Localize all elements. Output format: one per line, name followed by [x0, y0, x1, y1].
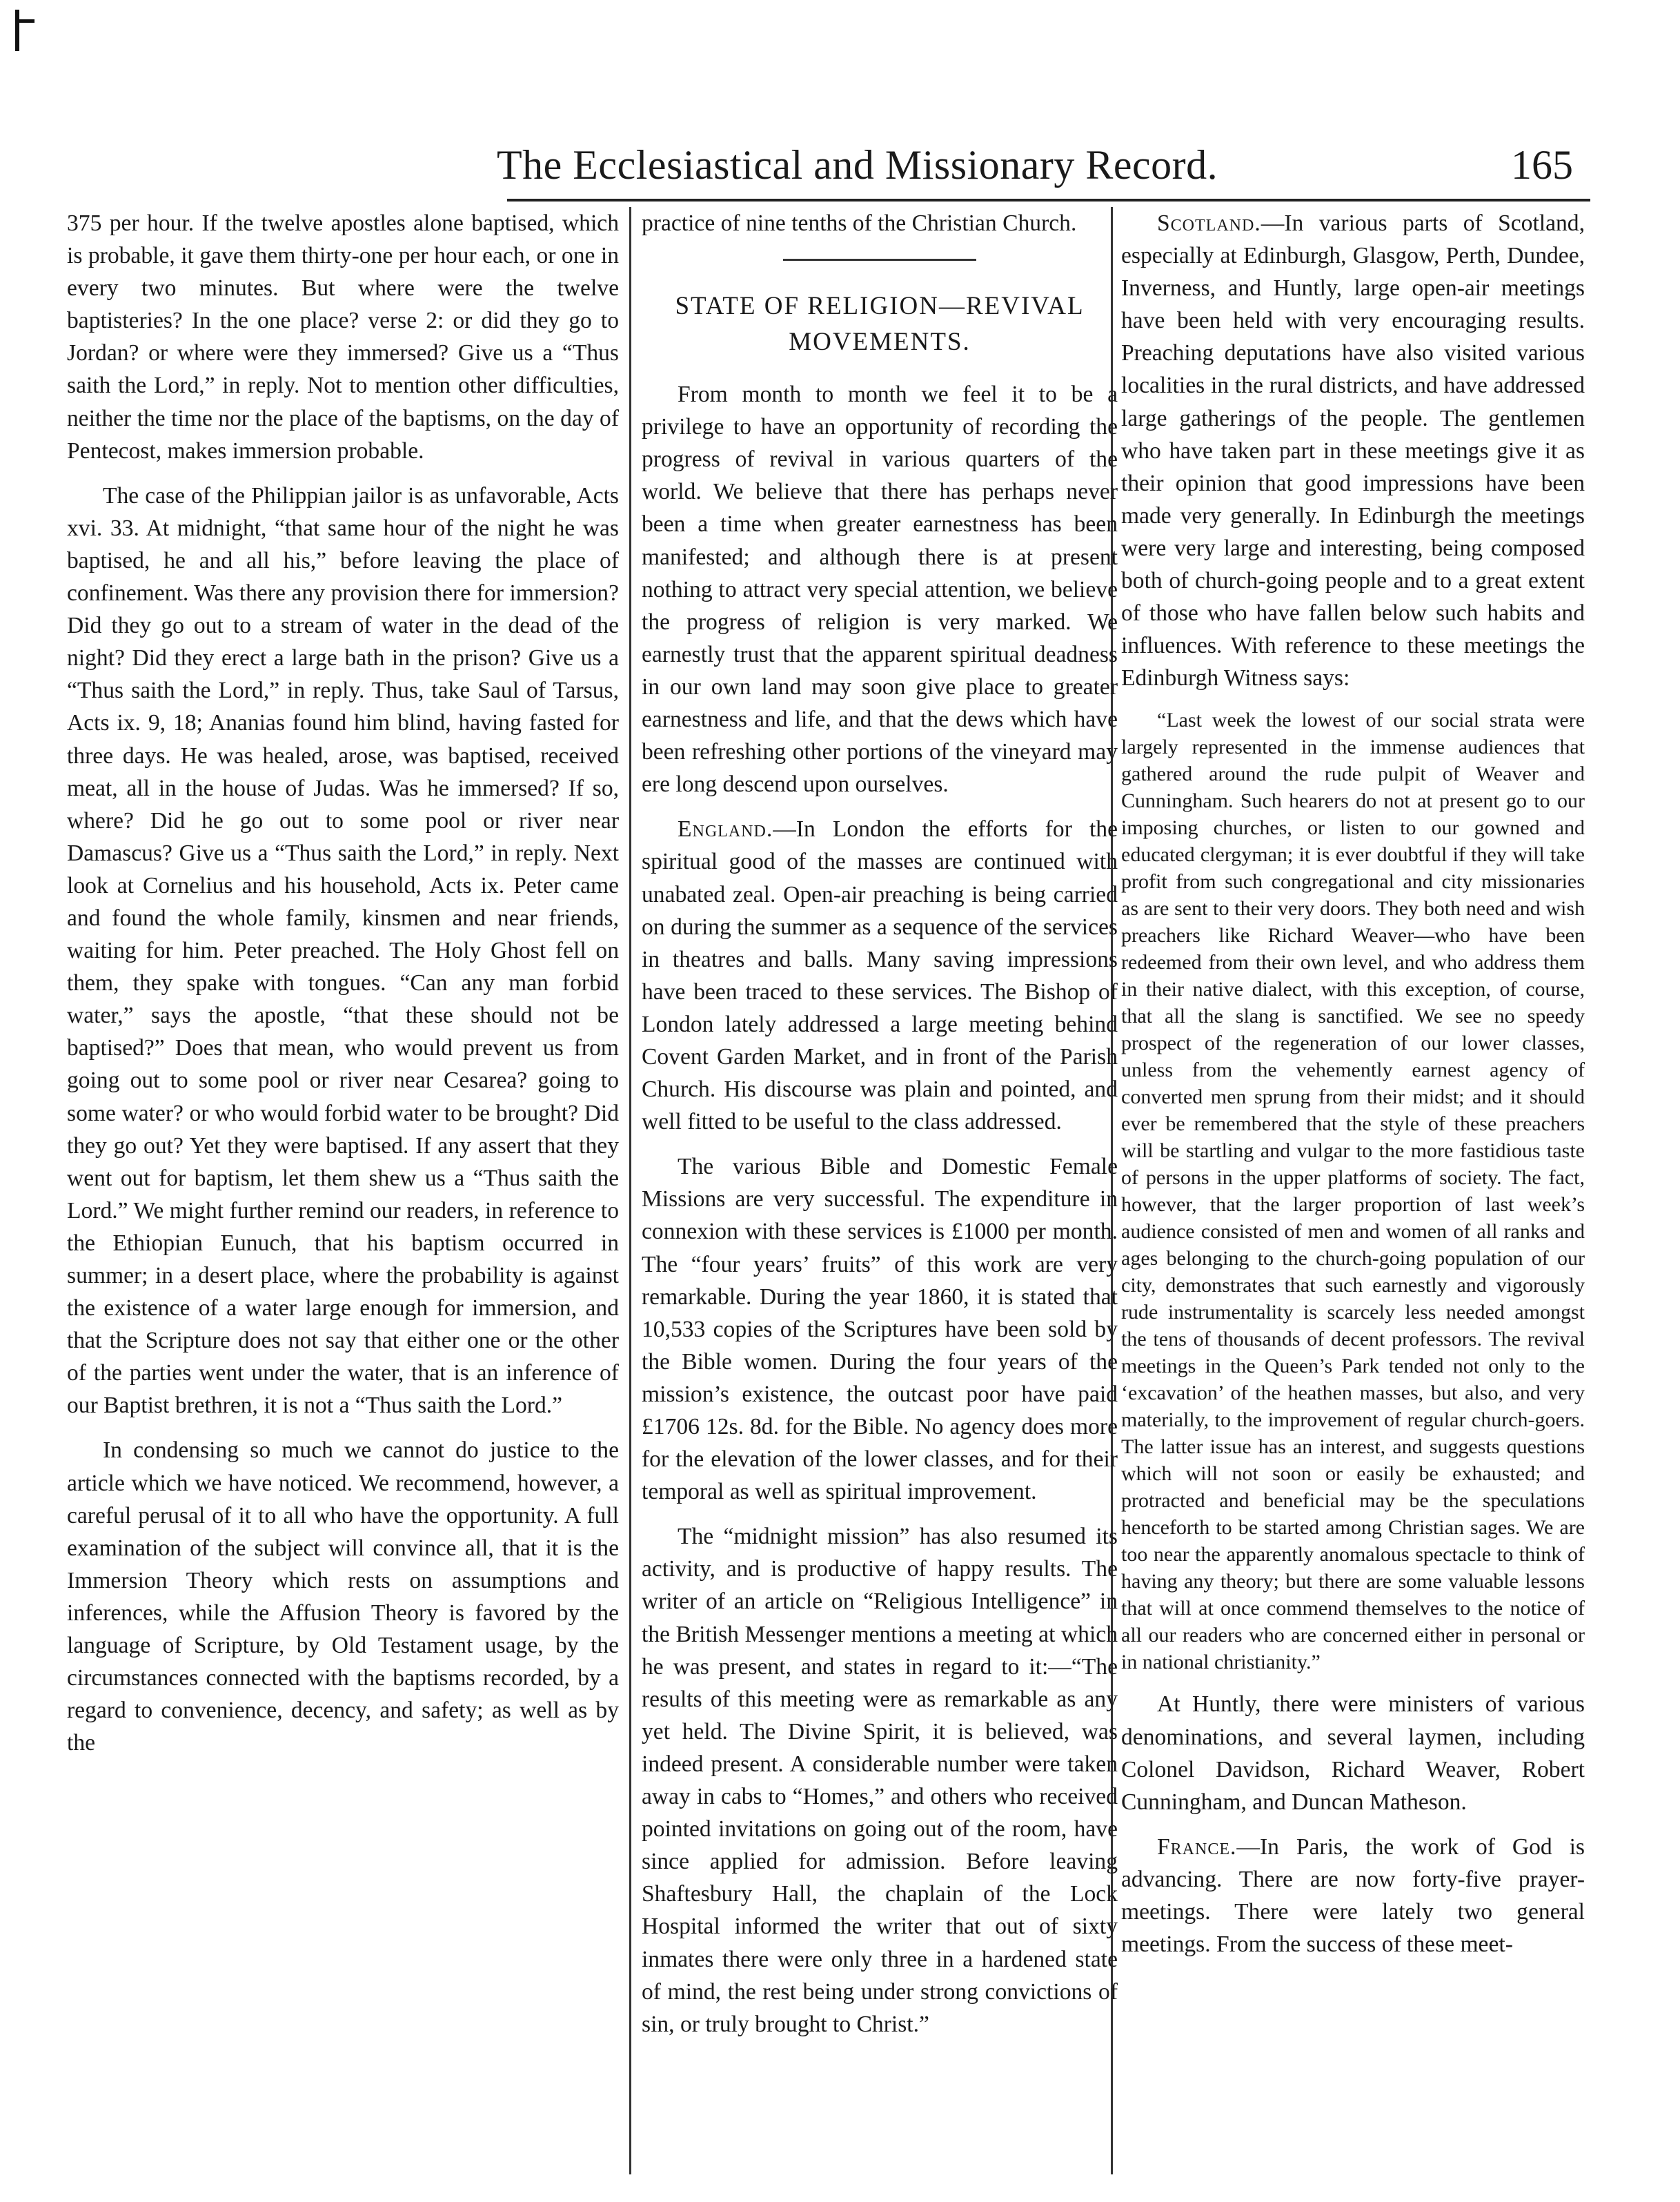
scotland-label: Scotland. [1157, 210, 1261, 236]
col3-paragraph-huntly: At Huntly, there were ministers of various denominations, and several laymen, including Colonel Davidson, Richard Weaver, Robert Cunningham, and Duncan Matheson. [1121, 1691, 1585, 1815]
col2-paragraph-continued: practice of nine tenths of the Christian Church. [642, 210, 1077, 236]
col1-paragraph-1: 375 per hour. If the twelve apostles alone baptised, which is probable, it gave them thirty-one per hour each, or one in every two minutes. But where were the twelve baptisteries? In the one place? verse 2: or did they go to Jordan? or where were they immersed? Give us a “Thus saith the Lord,” in reply. Not to mention other difficulties, neither the time nor the place of the baptisms, on the day of Pentecost, makes immersion probable. [67, 210, 619, 464]
running-header [497, 141, 1573, 204]
france-text: —In Paris, the work of God is advancing. There are now forty-five prayer-meetings. There were lately two general meetings. From the success of these meet- [1121, 1834, 1585, 1958]
england-text: —In London the efforts for the spiritual good of the masses are continued with unabated zeal. Open-air preaching is being carried on during the summer as a sequence of the services in theatres and balls. Many saving impressions have been traced to these services. The Bishop of London lately addressed a large meeting behind Covent Garden Market, and in front of the Parish Church. His discourse was plain and pointed, and well fitted to be useful to the class addressed. [642, 816, 1118, 1135]
section-heading: STATE OF RELIGION—REVIVAL MOVEMENTS. [675, 292, 1085, 357]
column-3 [1121, 207, 1585, 2181]
column-1 [67, 207, 619, 2181]
col2-paragraph-1: From month to month we feel it to be a privilege to have an opportunity of recording the progress of revival in various quarters of the world. We believe that there has perhaps never been a time when greater earnestness has been manifested; and although there is at present nothing to attract very special attention, we believe the progress of religion is very marked. We earnestly trust that the apparent spiritual deadness in our own land may soon give place to greater earnestness and life, and that the dews which have been refreshing other portions of the vineyard may ere long descend upon ourselves. [642, 382, 1118, 798]
col3-paragraph-france [1121, 1831, 1585, 1960]
england-label: England. [678, 816, 773, 843]
scotland-text: —In various parts of Scotland, especially at Edinburgh, Glasgow, Perth, Dundee, Inverness, and Huntly, large open-air meetings have been held with very encouraging results. Preaching deputations have also visited various localities in the rural districts, and have addressed large gatherings of the people. The gentlemen who have taken part in these meetings give it as their opinion that good impressions have been made very generally. In Edinburgh the meetings were very large and interesting, being composed both of church-going people and to a great extent of those who have fallen below such habits and influences. With reference to these meetings the Edinburgh Witness says: [1121, 210, 1585, 691]
journal-title: The Ecclesiastical and Missionary Record. [497, 142, 1218, 188]
section-rule [783, 259, 976, 261]
france-label: France. [1157, 1834, 1237, 1860]
col2-paragraph-3: The various Bible and Domestic Female Missions are very successful. The expenditure in connexion with these services is £1000 per month. The “four years’ fruits” of this work are very remarkable. During the year 1860, it is stated that 10,533 copies of the Scriptures have been sold by the Bible women. During the four years of the mission’s existence, the outcast poor have paid £1706 12s. 8d. for the Bible. No agency does more for the elevation of the lower classes, and for their temporal as well as spiritual improvement. [642, 1154, 1118, 1505]
col1-paragraph-2: The case of the Philippian jailor is as unfavorable, Acts xvi. 33. At midnight, “that same hour of the night he was baptised, he and all his,” before leaving the place of confinement. Was there any provision there for immersion? Did they go out to a stream of water in the dead of the night? Did they erect a large bath in the prison? Give us a “Thus saith the Lord,” in reply. Thus, take Saul of Tarsus, Acts ix. 9, 18; Ananias found him blind, having fasted for three days. He was healed, arose, was baptised, received meat, all in the house of Judas. Was he immersed? If so, where? Did he go out to some pool or river near Damascus? Give us a “Thus saith the Lord,” in reply. Next look at Cornelius and his household, Acts ix. Peter came and found the whole family, kinsmen and near friends, waiting for him. Peter preached. The Holy Ghost fell on them, they spake with tongues. “Can any man forbid water,” says the apostle, “that these should not be baptised?” Does that mean, who would prevent us from going out to some pool or river near Cesarea? going to some water? or who would forbid water to be brought? Did they go out? Yet they were baptised. If any assert that they went out for baptism, let them shew us a “Thus saith the Lord.” We might further remind our readers, in reference to the Ethiopian Eunuch, that his baptism occurred in summer; in a desert place, where the probability is against the existence of a water large enough for immersion, and that the Scripture does not say that either one or the other of the parties went under the water, that is an inference of our Baptist brethren, it is not a “Thus saith the Lord.” [67, 482, 619, 1419]
col1-paragraph-3: In condensing so much we cannot do justice to the article which we have noticed. We recommend, however, a careful perusal of it to all who have the opportunity. A full examination of the subject will convince all, that it is the Immersion Theory which rests on assumptions and inferences, while the Affusion Theory is favored by the language of Scripture, by Old Testament usage, by the circumstances connected with the baptisms recorded, by a regard to convenience, decency, and safety; as well as by the [67, 1437, 619, 1756]
column-divider-1 [629, 207, 631, 2174]
column-2 [642, 207, 1118, 2181]
col2-paragraph-4: The “midnight mission” has also resumed its activity, and is productive of happy results. The writer of an article on “Religious Intelligence” in the British Messenger mentions a meeting at which he was present, and states in regard to it:—“The results of this meeting were as remarkable as any yet held. The Divine Spirit, it is believed, was indeed present. A considerable number were taken away in cabs to “Homes,” and others who received pointed invitations on going out of the room, have since applied for admission. Before leaving Shaftesbury Hall, the chaplain of the Lock Hospital informed the writer that out of sixty inmates there were only three in a hardened state of mind, the rest being under strong convictions of sin, or truly brought to Christ.” [642, 1524, 1118, 2037]
header-rule [507, 199, 1590, 201]
col2-paragraph-england [642, 813, 1118, 1138]
col3-paragraph-scotland [1121, 207, 1585, 694]
witness-quote: “Last week the lowest of our social strata were largely represented in the immense audiences that gathered around the rude pulpit of Weaver and Cunningham. Such hearers do not at present go to our imposing churches, or listen to our gowned and educated clergyman; it is ever doubtful if they will take profit from such congregational and city missionaries as are sent to their very doors. They both need and wish preachers like Richard Weaver—who have been redeemed from their own level, and who address them in their native dialect, with this exception, of course, that all the slang is sanctified. We see no speedy prospect of the regeneration of our lower classes, unless from the vehemently earnest agency of converted men sprung from their midst; and it should ever be remembered that the style of these preachers will be startling and vulgar to the more fastidious taste of persons in the upper platforms of society. The fact, however, that the larger proportion of last week’s audience consisted of men and women of all ranks and ages belonging to the church-going population of our city, demonstrates that such earnestly and vigorously rude instrumentality is scarcely less needed amongst the tens of thousands of decent professors. The revival meetings in the Queen’s Park tended not only to the ‘excavation’ of the heathen masses, but also, and very materially, to the improvement of regular church-goers. The latter issue has an interest, and suggests questions which will not soon or easily be exhausted; and protracted and beneficial may be the speculations henceforth to be started among Christian sages. We are too near the apparently anomalous spectacle to think of having any theory; but there are some valuable lessons that will at once commend themselves to the notice of all our readers who are concerned either in personal or in national christianity.” [1121, 709, 1585, 1674]
page-number: 165 [1511, 142, 1573, 188]
page-corner-mark [15, 10, 19, 51]
